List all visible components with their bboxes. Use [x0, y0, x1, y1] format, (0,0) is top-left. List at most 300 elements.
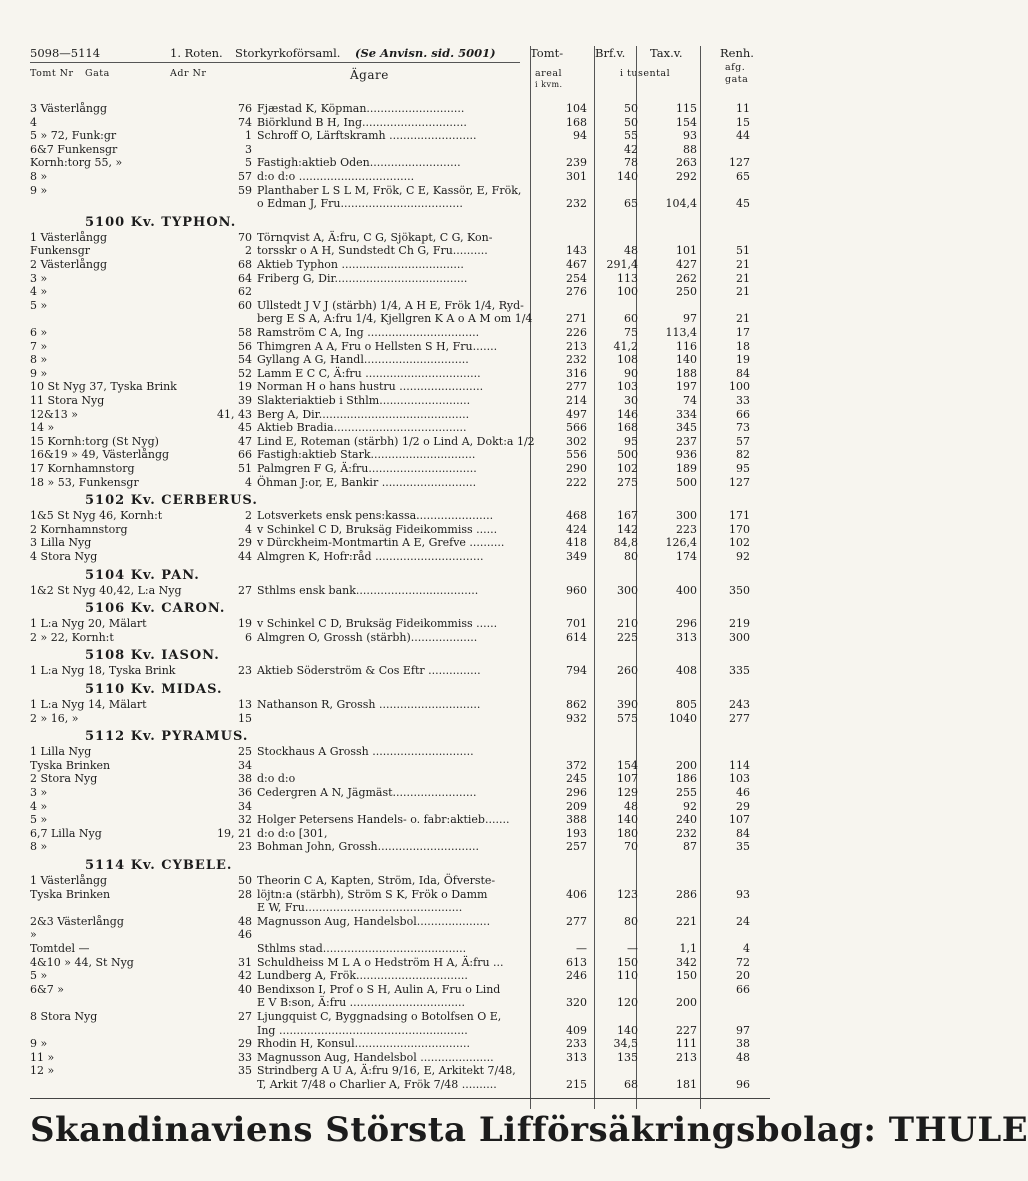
table-row — [30, 435, 770, 448]
tomt-nr-cell: 17 Kornhamnstorg — [30, 462, 135, 475]
owner-cell: Lotsverkets ensk pens:kassa...................... — [257, 509, 494, 523]
adr-nr-cell: 4 — [245, 475, 252, 489]
tomt-nr-cell: 11 Stora Nyg — [30, 394, 105, 407]
col-area-header: Tomt- — [530, 46, 564, 60]
tax-value-cell: 237 — [676, 434, 697, 448]
owner-cell: Lind E, Roteman (stärbh) 1/2 o Lind A, Dokt:a 1/2 — [257, 434, 535, 448]
renh-cell: 100 — [729, 380, 750, 394]
brf-value-cell: 41,2 — [613, 339, 638, 353]
tax-value-cell: 936 — [676, 448, 697, 462]
table-row — [30, 509, 770, 522]
brf-value-cell: 48 — [624, 244, 638, 258]
tax-value-cell: 408 — [676, 664, 697, 678]
brf-value-cell: 42 — [624, 142, 638, 156]
tax-value-cell: 263 — [676, 156, 697, 170]
renh-cell: 20 — [736, 969, 750, 983]
area-cell: 296 — [566, 786, 587, 799]
owner-cell: Gyllang A G, Handl.............................. — [257, 353, 469, 367]
table-row — [30, 928, 770, 941]
tax-value-cell: 186 — [676, 772, 697, 786]
brf-value-cell: 107 — [617, 772, 638, 786]
adr-nr-cell: 42 — [238, 969, 252, 983]
renh-cell: 170 — [729, 522, 750, 536]
tomt-nr-cell: 2 Kornhamnstorg — [30, 522, 128, 536]
renh-cell: 72 — [736, 955, 750, 969]
adr-nr-cell: 28 — [238, 887, 252, 901]
owner-cell: d:o d:o — [257, 772, 296, 786]
adr-nr-cell: 46 — [238, 928, 252, 942]
tax-value-cell: 296 — [676, 617, 697, 631]
adr-nr-cell: 74 — [238, 115, 252, 129]
owner-cell: Bohman John, Grossh............................. — [257, 840, 479, 854]
tax-value-cell: 427 — [676, 258, 697, 271]
area-cell: 215 — [566, 1078, 587, 1091]
renh-cell: 21 — [736, 285, 750, 299]
reference: (Se Anvisn. sid. 5001) — [355, 46, 496, 60]
tax-value-cell: 805 — [676, 698, 697, 711]
tax-value-cell: 92 — [683, 799, 697, 813]
table-row — [30, 840, 770, 853]
adr-nr-cell: 19 — [238, 380, 252, 394]
col-tax-header: Tax.v. — [650, 46, 683, 60]
tax-value-cell: 115 — [676, 102, 697, 115]
block-title: 5104 Kv. PAN. — [85, 567, 200, 583]
brf-value-cell: 500 — [617, 448, 638, 462]
area-cell: 193 — [566, 826, 587, 840]
areal-label: areal — [535, 68, 563, 79]
owner-cell: Ljungquist C, Byggnadsing o Botolfsen O E, — [257, 1010, 502, 1023]
brf-value-cell: 120 — [617, 996, 638, 1010]
tomt-nr-cell: 6&7 » — [30, 982, 65, 996]
tomt-nr-cell: 10 St Nyg 37, Tyska Brink — [30, 380, 177, 394]
table-row — [30, 272, 770, 285]
owner-cell: Theorin C A, Kapten, Ström, Ida, Öfverste- — [257, 874, 496, 887]
brf-value-cell: 48 — [624, 799, 638, 813]
tax-value-cell: 400 — [676, 583, 697, 597]
tomt-nr-cell: 2&3 Västerlångg — [30, 914, 124, 928]
renh-cell: 51 — [736, 244, 750, 258]
tax-value-cell: 188 — [676, 366, 697, 380]
brf-value-cell: 80 — [624, 914, 638, 928]
area-cell: 349 — [566, 550, 587, 563]
tomt-nr-cell: 12 » — [30, 1064, 55, 1078]
adr-nr-cell: 6 — [245, 630, 252, 644]
area-cell: 254 — [566, 271, 587, 285]
area-cell: 226 — [566, 326, 587, 339]
renh-cell: 171 — [729, 509, 750, 523]
area-cell: 290 — [566, 462, 587, 475]
area-cell: 94 — [573, 129, 587, 143]
renh-cell: 107 — [729, 813, 750, 827]
tomt-nr-cell: 18 » 53, Funkensgr — [30, 475, 139, 489]
table-row — [30, 698, 770, 711]
area-cell: 418 — [566, 536, 587, 550]
adr-nr-cell: 2 — [245, 509, 252, 523]
brf-value-cell: 113 — [617, 271, 638, 285]
renh-cell: 97 — [736, 1023, 750, 1037]
table-row — [30, 312, 770, 325]
renh-cell: 300 — [729, 630, 750, 644]
adr-nr-cell: 2 — [245, 244, 252, 258]
brf-value-cell: 142 — [617, 522, 638, 536]
brf-value-cell: 30 — [624, 394, 638, 407]
adr-nr-cell: 44 — [238, 550, 252, 563]
tax-value-cell: 232 — [676, 826, 697, 840]
renh-cell: 127 — [729, 156, 750, 170]
owner-cell: Sthlms ensk bank................................... — [257, 583, 479, 597]
tomt-nr-label: Tomt Nr — [30, 68, 74, 79]
owner-cell: berg E S A, A:fru 1/4, Kjellgren K A o A M om 1/4 — [257, 312, 533, 326]
adr-nr-cell: 41, 43 — [217, 407, 252, 421]
brf-value-cell: 55 — [624, 129, 638, 143]
renh-cell: 66 — [736, 407, 750, 421]
area-cell: 316 — [566, 366, 587, 380]
tomt-nr-cell: 9 » — [30, 1037, 48, 1051]
table-row — [30, 536, 770, 549]
owner-cell: Planthaber L S L M, Frök, C E, Kassör, E, Frök, — [257, 183, 522, 197]
renh-cell: 17 — [736, 326, 750, 339]
renh-cell: 21 — [736, 271, 750, 285]
adr-nr-cell: 34 — [238, 799, 252, 813]
tomt-nr-cell: 2 Västerlångg — [30, 258, 108, 271]
owner-cell: Ullstedt J V J (stärbh) 1/4, A H E, Frök 1/4, Ryd- — [257, 298, 524, 312]
table-row — [30, 353, 770, 366]
tomt-nr-cell: 6,7 Lilla Nyg — [30, 826, 102, 840]
renh-cell: 35 — [736, 840, 750, 854]
renh-cell: 114 — [729, 758, 750, 772]
tax-value-cell: 334 — [676, 407, 697, 421]
tax-value-cell: 223 — [676, 522, 697, 536]
owner-cell: T, Arkit 7/48 o Charlier A, Frök 7/48 .......... — [257, 1078, 497, 1091]
owner-cell: v Schinkel C D, Bruksäg Fideikommiss ...... — [257, 617, 498, 631]
renh-cell: 46 — [736, 786, 750, 799]
adr-nr-cell: 27 — [238, 1010, 252, 1023]
area-cell: 320 — [566, 996, 587, 1010]
owner-cell: Slakteriaktieb i Sthlm.......................... — [257, 394, 471, 407]
renh-cell: 102 — [729, 536, 750, 550]
table-row — [30, 244, 770, 257]
tomt-nr-cell: 1 Västerlångg — [30, 230, 108, 244]
owner-cell: Thimgren A A, Fru o Hellsten S H, Fru....... — [257, 339, 498, 353]
brf-value-cell: 225 — [617, 630, 638, 644]
renh-cell: 11 — [736, 102, 750, 115]
brf-value-cell: 84,8 — [613, 536, 638, 550]
adr-nr-cell: 34 — [238, 758, 252, 772]
adr-nr-cell: 64 — [238, 271, 252, 285]
area-cell: 302 — [566, 434, 587, 448]
tax-value-cell: 174 — [676, 550, 697, 563]
tax-value-cell: 111 — [676, 1037, 697, 1051]
tomt-nr-cell: 3 » — [30, 271, 48, 285]
parish: Storkyrkoförsaml. — [235, 46, 341, 60]
tomt-nr-cell: 5 » — [30, 298, 48, 312]
adr-nr-cell: 3 — [245, 142, 252, 156]
adr-nr-cell: 29 — [238, 1037, 252, 1051]
brf-value-cell: 140 — [617, 813, 638, 827]
adr-nr-cell: 19 — [238, 617, 252, 631]
renh-cell: 45 — [736, 197, 750, 211]
owner-cell: Bendixson I, Prof o S H, Aulin A, Fru o Lind — [257, 982, 501, 996]
brf-value-cell: 168 — [617, 421, 638, 435]
tax-value-cell: 342 — [676, 955, 697, 969]
tomt-nr-cell: 4 — [30, 115, 37, 129]
adr-nr-cell: 47 — [238, 434, 252, 448]
owner-cell: Lamm E C C, Ä:fru ................................. — [257, 366, 481, 380]
area-cell: 301 — [566, 170, 587, 183]
tax-value-cell: 181 — [676, 1078, 697, 1091]
renh-cell: 84 — [736, 826, 750, 840]
table-row — [30, 759, 770, 772]
tax-value-cell: 221 — [676, 914, 697, 928]
owner-cell: Schroff O, Lärftskramh ......................... — [257, 129, 477, 143]
owner-cell: Ing ...................................................... — [257, 1023, 468, 1037]
owner-cell: Stockhaus A Grossh ............................. — [257, 745, 474, 759]
tax-value-cell: 88 — [683, 142, 697, 156]
area-cell: 277 — [566, 914, 587, 928]
tax-value-cell: 200 — [676, 996, 697, 1010]
renh-cell: 44 — [736, 129, 750, 143]
table-row — [30, 231, 770, 244]
area-cell: 701 — [566, 617, 587, 631]
table-row — [30, 800, 770, 813]
table-row — [30, 942, 770, 955]
table-row — [30, 184, 770, 197]
tax-value-cell: 116 — [676, 339, 697, 353]
renh-cell: 73 — [736, 421, 750, 435]
owner-cell: Magnusson Aug, Handelsbol..................... — [257, 914, 491, 928]
area-cell: 406 — [566, 887, 587, 901]
tomt-nr-cell: Funkensgr — [30, 244, 91, 258]
renh-cell: 21 — [736, 258, 750, 271]
table-row — [30, 448, 770, 461]
owner-cell: Fastigh:aktieb Stark.............................. — [257, 448, 476, 462]
adr-nr-cell: 1 — [245, 129, 252, 143]
adr-nr-cell: 5 — [245, 156, 252, 170]
tomt-nr-cell: 5 » 72, Funk:gr — [30, 129, 117, 143]
owner-cell: Biörklund B H, Ing.............................. — [257, 115, 467, 129]
tomt-nr-cell: 9 » — [30, 183, 48, 197]
table-row — [30, 380, 770, 393]
area-cell: 613 — [566, 955, 587, 969]
block-title: 5108 Kv. IASON. — [85, 648, 220, 664]
tomt-nr-cell: 8 Stora Nyg — [30, 1010, 98, 1023]
tomt-nr-cell: 3 » — [30, 786, 48, 799]
afg-label: afg. — [725, 62, 746, 73]
tomt-nr-cell: 1 L:a Nyg 18, Tyska Brink — [30, 664, 176, 678]
table-row — [30, 299, 770, 312]
area-cell: 794 — [566, 664, 587, 678]
brf-value-cell: 90 — [624, 366, 638, 380]
tomt-nr-cell: 5 » — [30, 969, 48, 983]
adr-nr-cell: 15 — [238, 711, 252, 725]
adr-nr-cell: 70 — [238, 230, 252, 244]
tax-value-cell: 197 — [676, 380, 697, 394]
tax-value-cell: 262 — [676, 271, 697, 285]
table-row — [30, 462, 770, 475]
tax-value-cell: 300 — [676, 509, 697, 523]
renh-cell: 48 — [736, 1050, 750, 1064]
adr-nr-cell: 39 — [238, 394, 252, 407]
owner-cell: Almgren K, Hofr:råd ............................... — [257, 550, 484, 563]
tomt-nr-cell: 2 Stora Nyg — [30, 772, 98, 786]
adr-nr-cell: 56 — [238, 339, 252, 353]
renh-cell: 95 — [736, 462, 750, 475]
tax-value-cell: 154 — [676, 115, 697, 129]
adr-nr-cell: 19, 21 — [217, 826, 252, 840]
brf-value-cell: 390 — [617, 698, 638, 711]
adr-nr-cell: 13 — [238, 698, 252, 711]
adr-nr-cell: 4 — [245, 522, 252, 536]
tax-value-cell: 113,4 — [665, 326, 697, 339]
renh-cell: 29 — [736, 799, 750, 813]
renh-cell: 57 — [736, 434, 750, 448]
table-row — [30, 326, 770, 339]
brf-value-cell: 575 — [617, 711, 638, 725]
tomt-nr-cell: 1&5 St Nyg 46, Kornh:t — [30, 509, 163, 523]
renh-cell: 4 — [743, 942, 750, 955]
table-row — [30, 170, 770, 183]
owner-cell: Rhodin H, Konsul................................. — [257, 1037, 470, 1051]
tomt-nr-cell: 8 » — [30, 840, 48, 854]
tax-value-cell: 93 — [683, 129, 697, 143]
tax-value-cell: 104,4 — [665, 197, 697, 211]
renh-cell: 82 — [736, 448, 750, 462]
tomt-nr-cell: 9 » — [30, 366, 48, 380]
table-row — [30, 983, 770, 996]
table-row — [30, 129, 770, 142]
area-cell: 497 — [566, 407, 587, 421]
owner-cell: o Edman J, Fru................................... — [257, 197, 463, 211]
tax-value-cell: 87 — [683, 840, 697, 854]
table-row — [30, 772, 770, 785]
brf-value-cell: 78 — [624, 156, 638, 170]
owner-cell: Nathanson R, Grossh ............................. — [257, 698, 481, 711]
tax-value-cell: 126,4 — [665, 536, 697, 550]
tomt-nr-cell: Kornh:torg 55, » — [30, 156, 123, 170]
adr-nr-cell: 76 — [238, 102, 252, 115]
area-cell: 467 — [566, 258, 587, 271]
area-cell: 239 — [566, 156, 587, 170]
tax-value-cell: 101 — [676, 244, 697, 258]
area-cell: 409 — [566, 1023, 587, 1037]
owner-cell: Fjæstad K, Köpman............................ — [257, 102, 465, 115]
area-cell: 277 — [566, 380, 587, 394]
tomt-nr-cell: 4 Stora Nyg — [30, 550, 98, 563]
brf-value-cell: 135 — [617, 1050, 638, 1064]
tax-value-cell: 200 — [676, 758, 697, 772]
adr-nr-cell: 33 — [238, 1050, 252, 1064]
area-cell: 614 — [566, 630, 587, 644]
tomt-nr-cell: 1 L:a Nyg 14, Mälart — [30, 698, 147, 711]
area-cell: 932 — [566, 711, 587, 725]
renh-cell: 84 — [736, 366, 750, 380]
table-row — [30, 996, 770, 1009]
table-row — [30, 258, 770, 271]
area-cell: 232 — [566, 197, 587, 211]
adr-nr-cell: 38 — [238, 772, 252, 786]
tax-value-cell: 227 — [676, 1023, 697, 1037]
area-cell: 222 — [566, 475, 587, 489]
brf-value-cell: 275 — [617, 475, 638, 489]
i-tusental-label: i tusental — [620, 68, 671, 79]
tax-value-cell: 240 — [676, 813, 697, 827]
renh-cell: 96 — [736, 1078, 750, 1091]
renh-cell: 21 — [736, 312, 750, 326]
brf-value-cell: 103 — [617, 380, 638, 394]
brf-value-cell: 110 — [617, 969, 638, 983]
block-title: 5112 Kv. PYRAMUS. — [85, 729, 249, 745]
renh-cell: 103 — [729, 772, 750, 786]
owner-cell: Fastigh:aktieb Oden.......................... — [257, 156, 461, 170]
renh-cell: 33 — [736, 394, 750, 407]
tomt-nr-cell: 4&10 » 44, St Nyg — [30, 955, 134, 969]
brf-value-cell: 65 — [624, 197, 638, 211]
renh-cell: 335 — [729, 664, 750, 678]
table-row — [30, 143, 770, 156]
renh-cell: 219 — [729, 617, 750, 631]
tomt-nr-cell: 14 » — [30, 421, 55, 435]
brf-value-cell: 108 — [617, 353, 638, 367]
brf-value-cell: — — [627, 942, 638, 955]
block-title: 5110 Kv. MIDAS. — [85, 682, 223, 697]
table-row — [30, 786, 770, 799]
adr-nr-cell: 40 — [238, 982, 252, 996]
footer-rule — [30, 1098, 770, 1099]
tomt-nr-cell: 12&13 » — [30, 407, 79, 421]
tax-value-cell: 500 — [676, 475, 697, 489]
adr-nr-cell: 31 — [238, 955, 252, 969]
brf-value-cell: 50 — [624, 102, 638, 115]
renh-cell: 277 — [729, 711, 750, 725]
owner-cell: Friberg G, Dir...................................... — [257, 271, 468, 285]
brf-value-cell: 140 — [617, 170, 638, 183]
brf-value-cell: 34,5 — [613, 1037, 638, 1051]
owner-cell: Aktieb Bradia...................................... — [257, 421, 467, 435]
tomt-nr-cell: 1 Lilla Nyg — [30, 745, 92, 759]
area-cell: 209 — [566, 799, 587, 813]
adr-nr-cell: 58 — [238, 326, 252, 339]
area-cell: 566 — [566, 421, 587, 435]
tax-value-cell: 1040 — [669, 711, 697, 725]
renh-cell: 93 — [736, 887, 750, 901]
area-cell: 372 — [566, 758, 587, 772]
table-row — [30, 102, 770, 115]
brf-value-cell: 146 — [617, 407, 638, 421]
adr-nr-cell: 57 — [238, 170, 252, 183]
area-cell: 214 — [566, 394, 587, 407]
owner-cell: Berg A, Dir........................................... — [257, 407, 470, 421]
tax-value-cell: 255 — [676, 786, 697, 799]
brf-value-cell: 50 — [624, 115, 638, 129]
area-cell: 213 — [566, 339, 587, 353]
adr-nr-label: Adr Nr — [170, 68, 207, 79]
table-row — [30, 813, 770, 826]
brf-value-cell: 180 — [617, 826, 638, 840]
adr-nr-cell: 50 — [238, 874, 252, 887]
adr-nr-cell: 51 — [238, 462, 252, 475]
owner-cell: Schuldheiss M L A o Hedström H A, Ä:fru ... — [257, 955, 504, 969]
adr-nr-cell: 23 — [238, 840, 252, 854]
table-row — [30, 1010, 770, 1023]
renh-cell: 15 — [736, 115, 750, 129]
table-row — [30, 1037, 770, 1050]
tomt-nr-cell: 1 Västerlångg — [30, 874, 108, 887]
area-cell: 104 — [566, 102, 587, 115]
tomt-nr-cell: 11 » — [30, 1050, 55, 1064]
owner-cell: Törnqvist A, Ä:fru, C G, Sjökapt, C G, Kon- — [257, 230, 493, 244]
col-brf-header: Brf.v. — [595, 46, 626, 60]
tax-value-cell: 150 — [676, 969, 697, 983]
